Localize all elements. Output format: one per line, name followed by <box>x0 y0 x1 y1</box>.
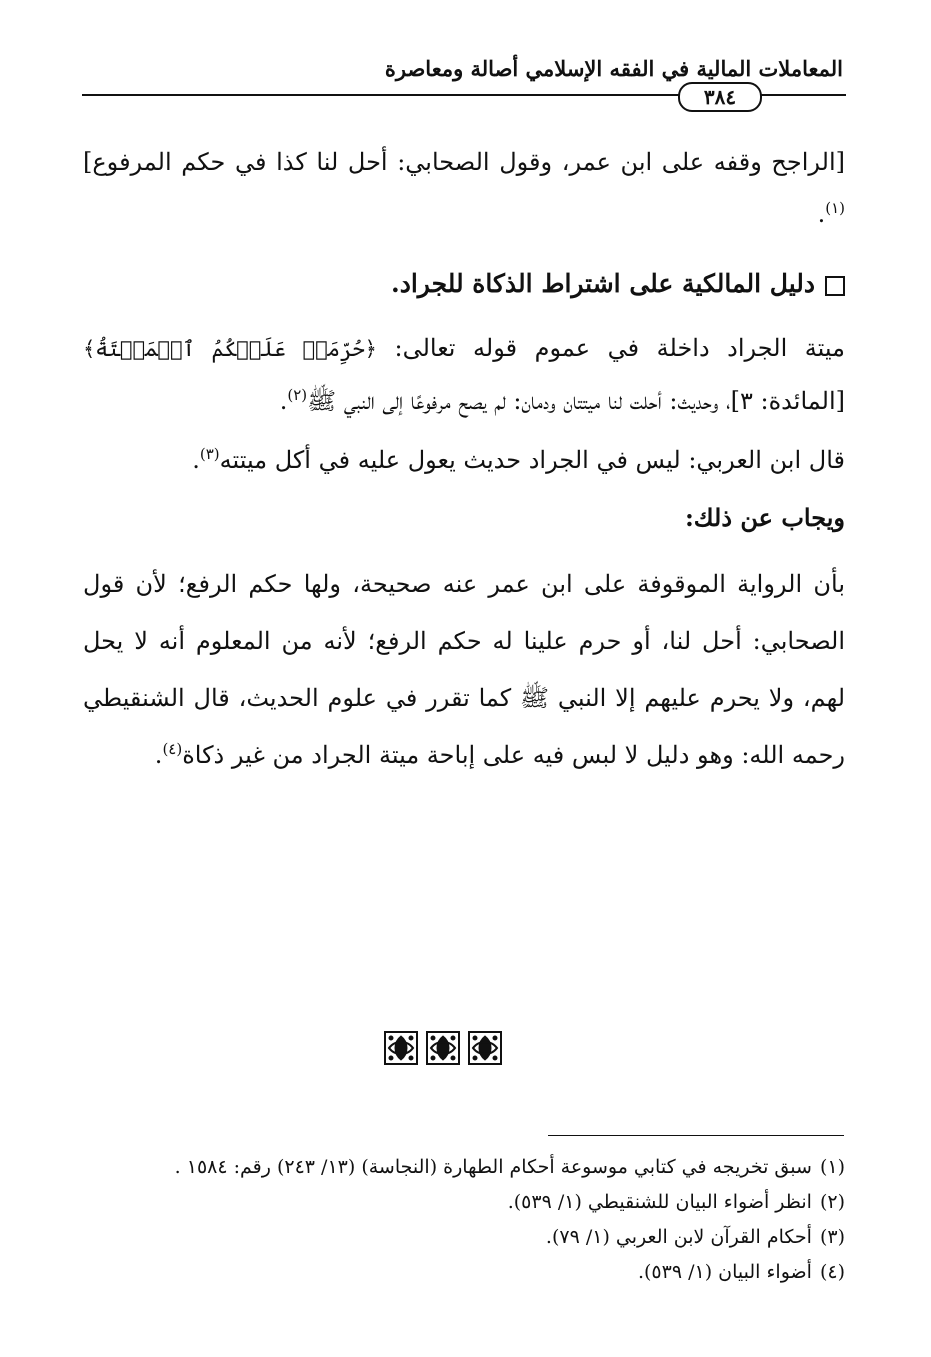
footnote-text: انظر أضواء البيان للشنقيطي (١/ ٥٣٩). <box>507 1191 812 1213</box>
section-heading-text: دليل المالكية على اشتراط الذكاة للجراد. <box>391 269 815 298</box>
paragraph-preferred-opinion <box>83 136 845 240</box>
footnotes <box>75 1150 845 1290</box>
footnote-ref-4[interactable]: (٤) <box>162 740 183 758</box>
section-heading <box>83 262 845 306</box>
paragraph-end: . <box>154 741 163 769</box>
square-bullet-icon <box>825 276 845 296</box>
footnote-ref-3[interactable]: (٣) <box>199 445 220 463</box>
page-number: ٣٨٤ <box>678 82 762 112</box>
footnote-text: سبق تخريجه في كتابي موسوعة أحكام الطهارة (النجاسة) (١٣/ ٢٤٣) رقم: ١٥٨٤ . <box>174 1156 812 1178</box>
paragraph-text: بأن الرواية الموقوفة على ابن عمر عنه صحيحة، ولها حكم الرفع؛ لأن قول الصحابي: أحل لنا، أو حرم علينا له حكم الرفع؛ لأنه من المعلوم أنه لا يحل لهم، ولا يحرم عليهم إلا النبي ﷺ كما تقرر في علوم الحديث، قال الشنقيطي رحمه الله: وهو دليل لا لبس فيه على إباحة ميتة الجراد من غير ذكاة <box>83 570 846 769</box>
paragraph-text: ميتة الجراد داخلة في عموم قوله تعالى: <box>376 334 845 362</box>
footnote-ref-2[interactable]: (٢) <box>287 386 308 404</box>
footnote-text: أحكام القرآن لابن العربي (١/ ٧٩). <box>545 1226 812 1248</box>
quran-verse: ﴿حُرِّمَتۡ عَلَيۡكُمُ ٱلۡمَيۡتَةُ﴾ <box>83 337 377 361</box>
paragraph-text-citation: [المائدة: ٣]، وحديث: أحلت لنا ميتتان ودمان: لم يصح مرفوعًا إلى النبي ﷺ <box>307 387 845 415</box>
paragraph-text: [الراجح وقفه على ابن عمر، وقول الصحابي: أحل لنا كذا في حكم المرفوع] <box>83 148 845 176</box>
running-header-title: المعاملات المالية في الفقه الإسلامي أصالة ومعاصرة <box>384 56 843 81</box>
footnote-item <box>75 1220 845 1255</box>
footnote-text: أضواء البيان (١/ ٥٣٩). <box>637 1261 812 1283</box>
paragraph-text: قال ابن العربي: ليس في الجراد حديث يعول عليه في أكل ميتته <box>219 446 845 474</box>
footnote-number: (٤) <box>819 1261 845 1283</box>
footnote-item <box>75 1255 845 1290</box>
footnote-item <box>75 1185 845 1220</box>
footnote-item <box>75 1150 845 1185</box>
footnote-number: (٢) <box>819 1191 845 1213</box>
subheading-response: ويجاب عن ذلك: <box>684 503 845 532</box>
footnote-number: (٣) <box>819 1226 845 1248</box>
paragraph-response <box>83 556 845 784</box>
paragraph-ibn-arabi <box>83 434 845 486</box>
footnote-number: (١) <box>819 1156 845 1178</box>
footnote-ref-1[interactable]: (١) <box>825 199 845 217</box>
paragraph-maliki-evidence <box>83 322 845 427</box>
paragraph-end: . <box>817 200 826 228</box>
floral-ornament-icon <box>378 1028 508 1068</box>
footnote-separator <box>548 1135 844 1136</box>
paragraph-end: . <box>192 446 200 474</box>
paragraph-end: . <box>279 387 288 415</box>
